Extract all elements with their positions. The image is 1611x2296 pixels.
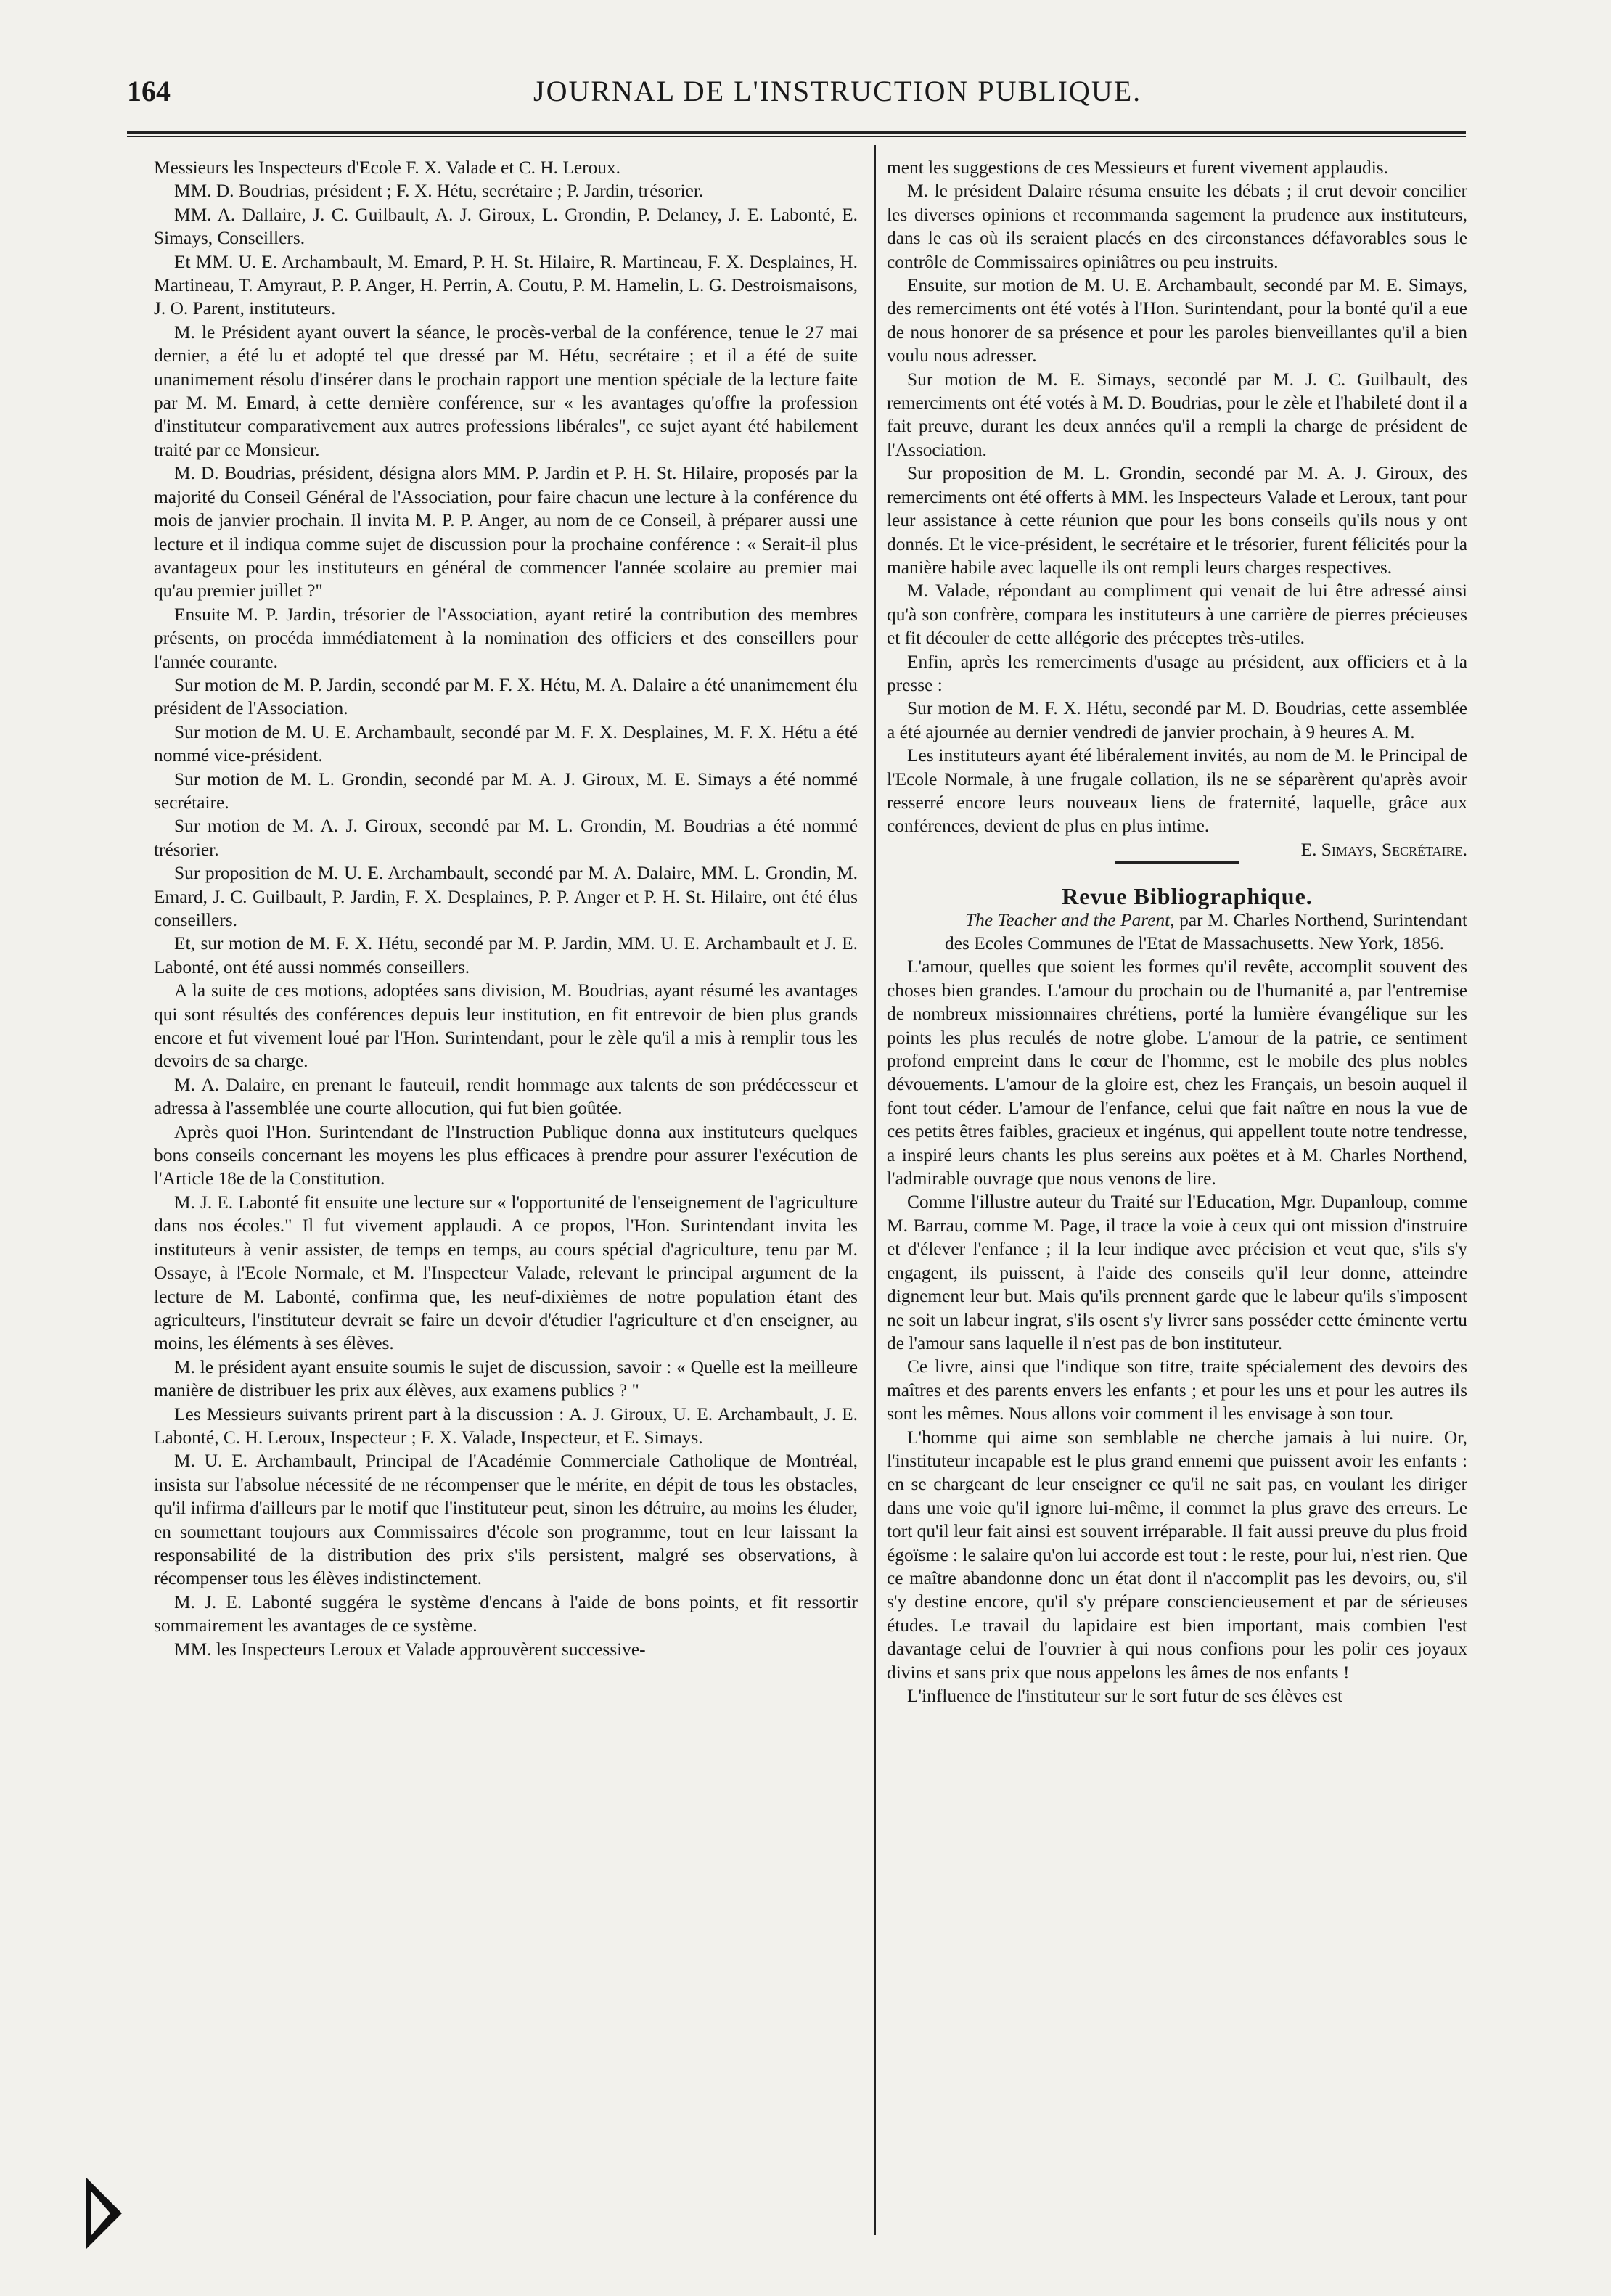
paragraph: L'amour, quelles que soient les formes qu'il revête, accomplit souvent des choses bien grandes. L'amour du prochain ou de l'humanité a, par l'entremise de nombreux missionnaires chrétiens, porté la lumière évangélique sur les points les plus reculés de notre globe. L'amour de la patrie, ce sentiment profond empreint dans le cœur de l'homme, est le mobile des plus nobles dévouements. L'amour de la gloire est, chez les Français, un besoin auquel il font tout céder. L'amour de l'enfance, celui que fait naître en nous la vue de ces petits êtres faibles, gracieux et ingénus, qui appellent toute notre tendresse, a inspiré leurs chants les plus sereins aux poëtes et à M. Charles Northend, l'admirable ouvrage que nous venons de lire. [887, 956, 1467, 1189]
paragraph: Et MM. U. E. Archambault, M. Emard, P. H. St. Hilaire, R. Martineau, F. X. Desplaines, H. Martineau, T. Amyraut, P. P. Anger, H. Perrin, A. Coutu, P. M. Hamelin, L. G. Destroismaisons, J. O. Parent, instituteurs. [154, 251, 858, 319]
paragraph: Les Messieurs suivants prirent part à la discussion : A. J. Giroux, U. E. Archambault, J. E. Labonté, C. H. Leroux, Inspecteur ; F. X. Valade, Inspecteur, et E. Simays. [154, 1403, 858, 1448]
book-reference [887, 909, 1467, 956]
paragraph: ment les suggestions de ces Messieurs et furent vivement applaudis. [887, 157, 1389, 178]
paragraph: Sur motion de M. U. E. Archambault, secondé par M. F. X. Desplaines, M. F. X. Hétu a été nommé vice-président. [154, 721, 858, 766]
paragraph: Sur motion de M. A. J. Giroux, secondé par M. L. Grondin, M. Boudrias a été nommé trésorier. [154, 816, 858, 860]
paragraph: M. le Président ayant ouvert la séance, le procès-verbal de la conférence, tenue le 27 mai dernier, a été lu et adopté tel que dressé par M. Hétu, secrétaire ; et il a été de suite unanimement résolu d'insérer dans le prochain rapport une mention spéciale de la lecture faite par M. M. Emard, à cette dernière conférence, sur « les avantages qu'offre la profession d'instituteur comparativement aux autres professions libérales", ce sujet ayant été habilement traité par ce Monsieur. [154, 321, 858, 460]
paragraph: MM. les Inspecteurs Leroux et Valade approuvèrent successive- [174, 1639, 646, 1660]
paragraph: Ensuite M. P. Jardin, trésorier de l'Association, ayant retiré la contribution des membres présents, on procéda immédiatement à la nomination des officiers et des conseillers pour l'année courante. [154, 604, 858, 672]
paragraph: Sur proposition de M. L. Grondin, secondé par M. A. J. Giroux, des remerciments ont été offerts à MM. les Inspecteurs Valade et Leroux, tant pour leur assistance à cette réunion que pour les bons conseils qu'ils nous y ont donnés. Et le vice-président, le secrétaire et le trésorier, furent félicités pour la manière habile avec laquelle ils ont rempli leurs charges respectives. [887, 463, 1467, 578]
book-details: par M. Charles Northend, Surintendant des Ecoles Communes de l'Etat de Massachusetts. New York, 1856. [945, 909, 1467, 954]
binding-edge-mark [86, 2170, 129, 2271]
paragraph: Sur motion de M. E. Simays, secondé par M. J. C. Guilbault, des remerciments ont été votés à M. D. Boudrias, pour le zèle et l'habileté dont il a fait preuve, durant les deux années qu'il a rempli la charge de président de l'Association. [887, 369, 1467, 460]
paragraph: M. Valade, répondant au compliment qui venait de lui être adressé ainsi qu'à son confrère, compara les instituteurs à une carrière de pierres précieuses et fit découler de cette allégorie des préceptes très-utiles. [887, 581, 1467, 649]
paragraph: Et, sur motion de M. F. X. Hétu, secondé par M. P. Jardin, MM. U. E. Archambault et J. E. Labonté, ont été aussi nommés conseillers. [154, 933, 858, 977]
page-header [127, 67, 1462, 118]
paragraph: Ce livre, ainsi que l'indique son titre, traite spécialement des devoirs des maîtres et des parents envers les enfants ; et pour les uns et pour les autres ils sont les mêmes. Nous allons voir comment il les envisage à son tour. [887, 1356, 1467, 1424]
paragraph: MM. A. Dallaire, J. C. Guilbault, A. J. Giroux, L. Grondin, P. Delaney, J. E. Labonté, E. Simays, Conseillers. [154, 204, 858, 249]
paragraph: Ensuite, sur motion de M. U. E. Archambault, secondé par M. E. Simays, des remerciments ont été votés à l'Hon. Surintendant, pour la bonté qu'il a eue de nous honorer de sa présence et pour les paroles bienveillantes qu'il a bien voulu nous adresser. [887, 275, 1467, 366]
paragraph: M. A. Dalaire, en prenant le fauteuil, rendit hommage aux talents de son prédécesseur et adressa à l'assemblée une courte allocution, qui fut bien goûtée. [154, 1074, 858, 1119]
book-title: The Teacher and the Parent, [965, 909, 1175, 930]
paragraph: Messieurs les Inspecteurs d'Ecole F. X. Valade et C. H. Leroux. [154, 157, 621, 178]
header-rule-thin [127, 136, 1466, 137]
page-number: 164 [127, 75, 171, 107]
paragraph: M. le président ayant ensuite soumis le sujet de discussion, savoir : « Quelle est la meilleure manière de distribuer les prix aux élèves, aux examens publics ? " [154, 1356, 858, 1401]
paragraph: A la suite de ces motions, adoptées sans division, M. Boudrias, ayant résumé les avantages qui sont résultés des conférences depuis leur institution, en fit entrevoir de bien plus grands encore et fut vivement loué par l'Hon. Surintendant, pour le zèle qu'il a mis à remplir tous les devoirs de sa charge. [154, 980, 858, 1072]
paragraph: Les instituteurs ayant été libéralement invités, au nom de M. le Principal de l'Ecole Normale, à une frugale collation, ils ne se séparèrent qu'après avoir resserré encore leurs nouveaux liens de fraternité, laquelle, grâce aux conférences, devient de plus en plus intime. [887, 745, 1467, 837]
paragraph: MM. D. Boudrias, président ; F. X. Hétu, secrétaire ; P. Jardin, trésorier. [174, 181, 704, 202]
journal-title: JOURNAL DE L'INSTRUCTION PUBLIQUE. [533, 75, 1142, 107]
section-title: Revue Bibliographique. [1062, 883, 1313, 910]
paragraph: Comme l'illustre auteur du Traité sur l'Education, Mgr. Dupanloup, comme M. Barrau, comme M. Page, il trace la voie à ceux qui ont mission d'instruire et d'élever l'enfance ; il la leur indique avec précision et veut que, s'ils s'y engagent, ils puissent, à l'aide des conseils qu'il leur donne, atteindre dignement leur but. Mais qu'ils prennent garde que le labeur qu'ils s'imposent ne soit un labeur ingrat, s'ils osent s'y livrer sans posséder cette éminente vertu de l'amour sans laquelle il n'est pas de bon instituteur. [887, 1192, 1467, 1353]
paragraph: L'influence de l'instituteur sur le sort futur de ses élèves est [907, 1686, 1343, 1706]
paragraph: M. J. E. Labonté fit ensuite une lecture sur « l'opportunité de l'enseignement de l'agriculture dans nos écoles." Il fut vivement applaudi. A ce propos, l'Hon. Surintendant invita les instituteurs à venir assister, de temps en temps, au cours spécial d'agriculture, tenu par M. Ossaye, à l'Ecole Normale, et M. l'Inspecteur Valade, relevant le principal argument de la lecture de M. Labonté, confirma que, les neuf-dixièmes de notre population étant des agriculteurs, l'instituteur devrait se faire un devoir d'étudier l'agriculture et d'en enseigner, au moins, les éléments à ses élèves. [154, 1192, 858, 1354]
paragraph: Sur motion de M. P. Jardin, secondé par M. F. X. Hétu, M. A. Dalaire a été unanimement élu président de l'Association. [154, 674, 858, 719]
paragraph: M. U. E. Archambault, Principal de l'Académie Commerciale Catholique de Montréal, insista sur l'absolue nécessité de ne récompenser que le mérite, en dépit de tous les obstacles, qu'il infirma d'ailleurs par le motif que l'instituteur peut, sinon les détruire, au moins les éluder, en soumettant toujours aux Commissaires d'école son programme, tout en leur laissant la responsabilité de la distribution des prix s'ils persistent, malgré ses observations, à récompenser tous les élèves indistinctement. [154, 1451, 858, 1589]
left-column [154, 156, 858, 2231]
paragraph: Enfin, après les remerciments d'usage au président, aux officiers et à la presse : [887, 651, 1467, 695]
signature: E. Simays, Secrétaire. [1300, 839, 1467, 860]
paragraph: M. D. Boudrias, président, désigna alors MM. P. Jardin et P. H. St. Hilaire, proposés par la majorité du Conseil Général de l'Association, pour faire chacun une lecture à la conférence du mois de janvier prochain. Il invita M. P. P. Anger, au nom de ce Conseil, à préparer aussi une lecture et il indiqua comme sujet de discussion pour la prochaine conférence : « Serait-il plus avantageux pour les instituteurs en général de commencer l'année scolaire au premier mai qu'au premier juillet ?" [154, 463, 858, 602]
section-rule [1115, 861, 1239, 864]
paragraph: M. le président Dalaire résuma ensuite les débats ; il crut devoir concilier les diverses opinions et recommanda sagement la prudence aux instituteurs, dans le cas où ils seraient placés en des circonstances défavorables sous le contrôle de Commissaires opiniâtres ou peu instruits. [887, 181, 1467, 272]
paragraph: L'homme qui aime son semblable ne cherche jamais à lui nuire. Or, l'instituteur incapable est le plus grand ennemi que puissent avoir les enfants : en se chargeant de leur enseigner ce qu'il ne sait pas, en voulant les diriger dans une voie qu'il ignore lui-même, il commet la plus grave des erreurs. Le tort qu'il leur fait ainsi est souvent irréparable. Il fait aussi preuve du plus froid égoïsme : le salaire qu'on lui accorde est tout : le reste, pour lui, n'est rien. Que ce maître abandonne donc un état dont il n'accomplit pas les devoirs, ou, s'il s'y destine encore, qu'il s'y prépare consciencieusement et par de sérieuses études. Le travail du lapidaire est bien important, mais combien l'est davantage celui de l'ouvrier à qui nous confions pour les polir ces joyaux divins et sans prix que nous appelons les âmes de nos enfants ! [887, 1427, 1467, 1683]
column-divider [874, 145, 876, 2235]
paragraph: Après quoi l'Hon. Surintendant de l'Instruction Publique donna aux instituteurs quelques bons conseils concernant les moyens les plus efficaces à prendre pour assurer l'exécution de l'Article 18e de la Constitution. [154, 1121, 858, 1189]
paragraph: Sur motion de M. L. Grondin, secondé par M. A. J. Giroux, M. E. Simays a été nommé secrétaire. [154, 768, 858, 813]
paragraph: M. J. E. Labonté suggéra le système d'encans à l'aide de bons points, et fit ressortir sommairement les avantages de ce système. [154, 1591, 858, 1636]
paragraph: Sur motion de M. F. X. Hétu, secondé par M. D. Boudrias, cette assemblée a été ajournée au dernier vendredi de janvier prochain, à 9 heures A. M. [887, 698, 1467, 742]
paragraph: Sur proposition de M. U. E. Archambault, secondé par M. A. Dalaire, MM. L. Grondin, M. Emard, J. C. Guilbault, P. Jardin, F. X. Desplaines, P. P. Anger et P. H. St. Hilaire, ont été élus conseillers. [154, 863, 858, 930]
right-column [887, 156, 1467, 2231]
header-rule [127, 131, 1466, 134]
